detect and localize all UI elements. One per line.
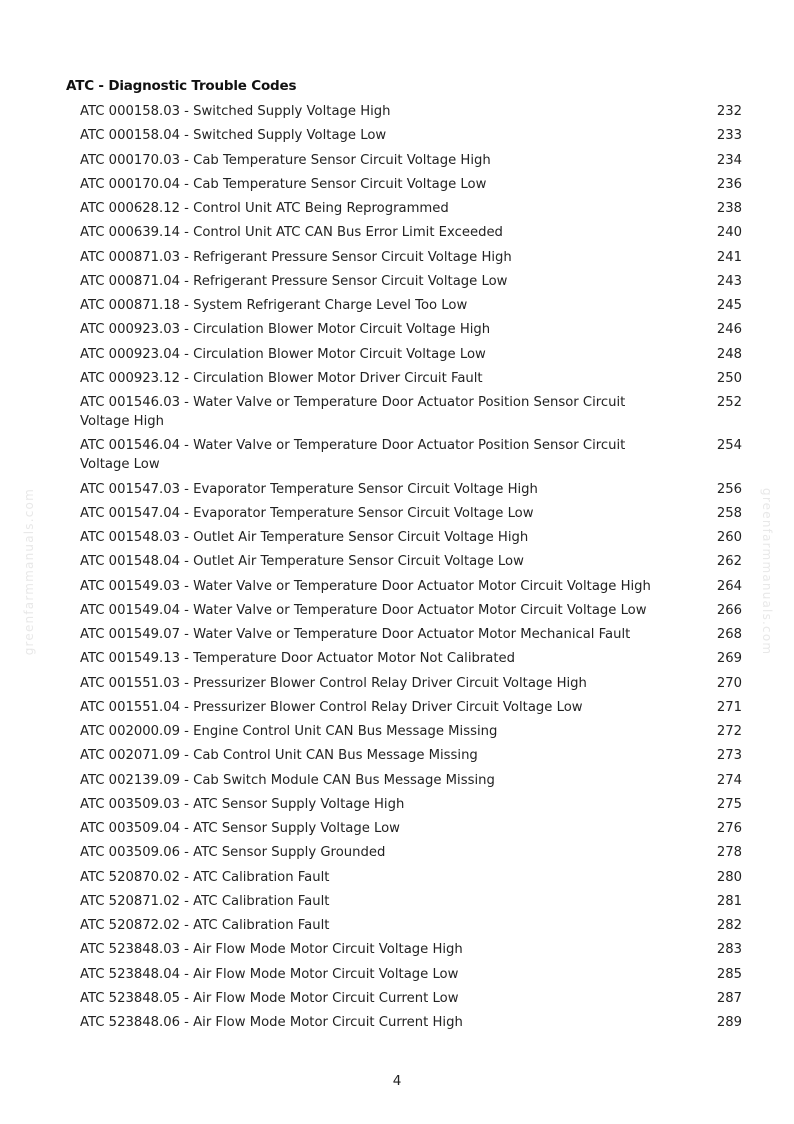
toc-entry-page-number[interactable]: 268 [716,627,742,642]
section-title: ATC - Diagnostic Trouble Codes [66,78,297,94]
toc-entry-page-number[interactable]: 240 [716,225,742,241]
toc-entry-title[interactable]: ATC 001546.04 - Water Valve or Temperature Door Actuator Position Sensor Circuit Voltage Low [80,438,626,473]
toc-entry-title[interactable]: ATC 001548.04 - Outlet Air Temperature Sensor Circuit Voltage Low [80,554,524,570]
toc-entry-page-number[interactable]: 264 [716,578,742,594]
toc-entry-page-number[interactable]: 276 [716,821,742,836]
toc-entry-page-number[interactable]: 258 [716,505,742,521]
toc-entry-title[interactable]: ATC 000628.12 - Control Unit ATC Being Reprogrammed [80,201,449,216]
toc-entry-page-number[interactable]: 266 [716,602,742,618]
toc-entry-title[interactable]: ATC 001551.03 - Pressurizer Blower Control Relay Driver Circuit Voltage High [80,675,587,691]
toc-entry-title[interactable]: ATC 001547.03 - Evaporator Temperature Sensor Circuit Voltage High [80,481,538,497]
toc-entry-page-number[interactable]: 275 [716,796,742,812]
toc-entry-page-number[interactable]: 234 [716,152,742,168]
toc-entry-page-number[interactable]: 269 [716,651,742,667]
toc-entry[interactable] [80,965,742,984]
toc-entry[interactable] [80,771,742,790]
toc-entry-page-number[interactable]: 278 [716,845,742,861]
toc-entry[interactable] [80,1013,742,1032]
toc-entry-title[interactable]: ATC 003509.04 - ATC Sensor Supply Voltage Low [80,821,400,836]
toc-entry-page-number[interactable]: 289 [716,1015,742,1030]
toc-entry-title[interactable]: ATC 002071.09 - Cab Control Unit CAN Bus Message Missing [80,748,478,764]
toc-entry-title[interactable]: ATC 523848.06 - Air Flow Mode Motor Circuit Current High [80,1015,463,1030]
toc-entry[interactable] [80,480,742,499]
toc-entry-page-number[interactable]: 254 [716,438,742,454]
toc-entry[interactable] [80,698,742,717]
toc-entry-page-number[interactable]: 273 [716,748,742,764]
toc-entry-page-number[interactable]: 271 [716,699,742,715]
toc-entry-title[interactable]: ATC 001549.13 - Temperature Door Actuator Motor Not Calibrated [80,651,516,667]
toc-entry-page-number[interactable]: 274 [716,772,742,788]
toc-entry-title[interactable]: ATC 000170.04 - Cab Temperature Sensor Circuit Voltage Low [80,176,487,192]
toc-entry-title[interactable]: ATC 000923.12 - Circulation Blower Motor Driver Circuit Fault [80,370,483,386]
toc-entry-page-number[interactable]: 232 [716,104,742,119]
toc-entry[interactable] [80,504,742,523]
toc-entry-title[interactable]: ATC 001549.03 - Water Valve or Temperature Door Actuator Motor Circuit Voltage High [80,578,651,594]
toc-entry[interactable] [80,151,742,170]
page-number: 4 [392,1073,402,1089]
toc-entry-title[interactable]: ATC 523848.05 - Air Flow Mode Motor Circuit Current Low [80,990,459,1006]
toc-entry-page-number[interactable]: 282 [716,918,742,933]
toc-entry-title[interactable]: ATC 001546.03 - Water Valve or Temperature Door Actuator Position Sensor Circuit Voltage High [80,395,626,429]
toc-entry-page-number[interactable]: 285 [716,966,742,982]
toc-entry[interactable] [80,223,742,242]
toc-entry[interactable] [80,649,742,668]
toc-entry-page-number[interactable]: 233 [716,128,742,144]
toc-entry-title[interactable]: ATC 001549.04 - Water Valve or Temperature Door Actuator Motor Circuit Voltage Low [80,602,647,618]
toc-entry-title[interactable]: ATC 002139.09 - Cab Switch Module CAN Bus Message Missing [80,772,495,788]
toc-entry[interactable] [80,843,742,862]
toc-entry-page-number[interactable]: 252 [716,395,742,410]
toc-entry-page-number[interactable]: 280 [716,869,742,885]
toc-entry[interactable] [80,746,742,765]
toc-entry-page-number[interactable]: 260 [716,530,742,545]
toc-entry-title[interactable]: ATC 001551.04 - Pressurizer Blower Control Relay Driver Circuit Voltage Low [80,699,583,715]
watermark-left: greenfarmmanuals.com [22,488,36,656]
toc-entry-page-number[interactable]: 256 [716,481,742,497]
watermark-right: greenfarmmanuals.com [760,488,774,656]
toc-entry[interactable] [80,102,742,121]
toc-entry[interactable] [80,674,742,693]
toc-entry[interactable] [80,345,742,364]
toc-entry-title[interactable]: ATC 000170.03 - Cab Temperature Sensor Circuit Voltage High [80,152,491,168]
toc-entry[interactable] [80,722,742,741]
table-of-contents [80,102,742,1037]
toc-entry-title[interactable]: ATC 001548.03 - Outlet Air Temperature Sensor Circuit Voltage High [80,530,529,545]
toc-entry[interactable] [80,436,742,474]
toc-entry-title[interactable]: ATC 000923.04 - Circulation Blower Motor Circuit Voltage Low [80,346,486,362]
toc-entry[interactable] [80,868,742,887]
toc-entry-title[interactable]: ATC 001547.04 - Evaporator Temperature Sensor Circuit Voltage Low [80,505,534,521]
toc-entry[interactable] [80,199,742,218]
toc-entry[interactable] [80,272,742,291]
toc-entry-page-number[interactable]: 250 [716,370,742,386]
toc-entry[interactable] [80,175,742,194]
toc-entry-title[interactable]: ATC 000923.03 - Circulation Blower Motor Circuit Voltage High [80,322,491,338]
toc-entry-page-number[interactable]: 243 [716,273,742,289]
toc-entry-page-number[interactable]: 283 [716,942,742,958]
toc-entry[interactable] [80,940,742,959]
toc-entry[interactable] [80,552,742,571]
toc-entry-title[interactable]: ATC 000158.04 - Switched Supply Voltage Low [80,128,387,144]
toc-entry-title[interactable]: ATC 523848.03 - Air Flow Mode Motor Circuit Voltage High [80,942,463,958]
toc-entry-title[interactable]: ATC 000639.14 - Control Unit ATC CAN Bus Error Limit Exceeded [80,225,503,241]
toc-entry[interactable] [80,320,742,339]
toc-entry-title[interactable]: ATC 523848.04 - Air Flow Mode Motor Circuit Voltage Low [80,966,459,982]
toc-entry[interactable] [80,126,742,145]
toc-entry-page-number[interactable]: 238 [716,201,742,216]
toc-entry-title[interactable]: ATC 520870.02 - ATC Calibration Fault [80,869,330,885]
toc-entry[interactable] [80,369,742,388]
toc-entry-title[interactable]: ATC 000871.18 - System Refrigerant Charge Level Too Low [80,298,468,313]
toc-entry[interactable] [80,393,742,431]
toc-entry[interactable] [80,248,742,267]
toc-entry-title[interactable]: ATC 002000.09 - Engine Control Unit CAN Bus Message Missing [80,724,498,739]
toc-entry-page-number[interactable]: 287 [716,990,742,1006]
toc-entry-page-number[interactable]: 236 [716,176,742,192]
toc-entry[interactable] [80,528,742,547]
toc-entry-title[interactable]: ATC 000158.03 - Switched Supply Voltage High [80,104,391,119]
toc-entry-title[interactable]: ATC 000871.04 - Refrigerant Pressure Sensor Circuit Voltage Low [80,273,508,289]
toc-entry[interactable] [80,916,742,935]
toc-entry-title[interactable]: ATC 520871.02 - ATC Calibration Fault [80,893,330,909]
toc-entry-page-number[interactable]: 272 [716,724,742,739]
toc-entry-title[interactable]: ATC 003509.06 - ATC Sensor Supply Grounded [80,845,386,861]
toc-entry-page-number[interactable]: 262 [716,554,742,570]
toc-entry-page-number[interactable]: 270 [716,675,742,691]
toc-entry[interactable] [80,577,742,596]
toc-entry-title[interactable]: ATC 520872.02 - ATC Calibration Fault [80,918,330,933]
toc-entry[interactable] [80,892,742,911]
toc-entry-page-number[interactable]: 245 [716,298,742,313]
toc-entry-page-number[interactable]: 281 [716,893,742,909]
toc-entry-title[interactable]: ATC 003509.03 - ATC Sensor Supply Voltage High [80,796,405,812]
toc-entry-page-number[interactable]: 246 [716,322,742,338]
toc-entry[interactable] [80,625,742,644]
toc-entry[interactable] [80,819,742,838]
toc-entry-page-number[interactable]: 248 [716,346,742,362]
toc-entry-page-number[interactable]: 241 [716,249,742,265]
toc-entry-title[interactable]: ATC 001549.07 - Water Valve or Temperature Door Actuator Motor Mechanical Fault [80,627,631,642]
toc-entry[interactable] [80,795,742,814]
toc-entry[interactable] [80,601,742,620]
toc-entry[interactable] [80,296,742,315]
toc-entry[interactable] [80,989,742,1008]
toc-entry-title[interactable]: ATC 000871.03 - Refrigerant Pressure Sensor Circuit Voltage High [80,249,512,265]
